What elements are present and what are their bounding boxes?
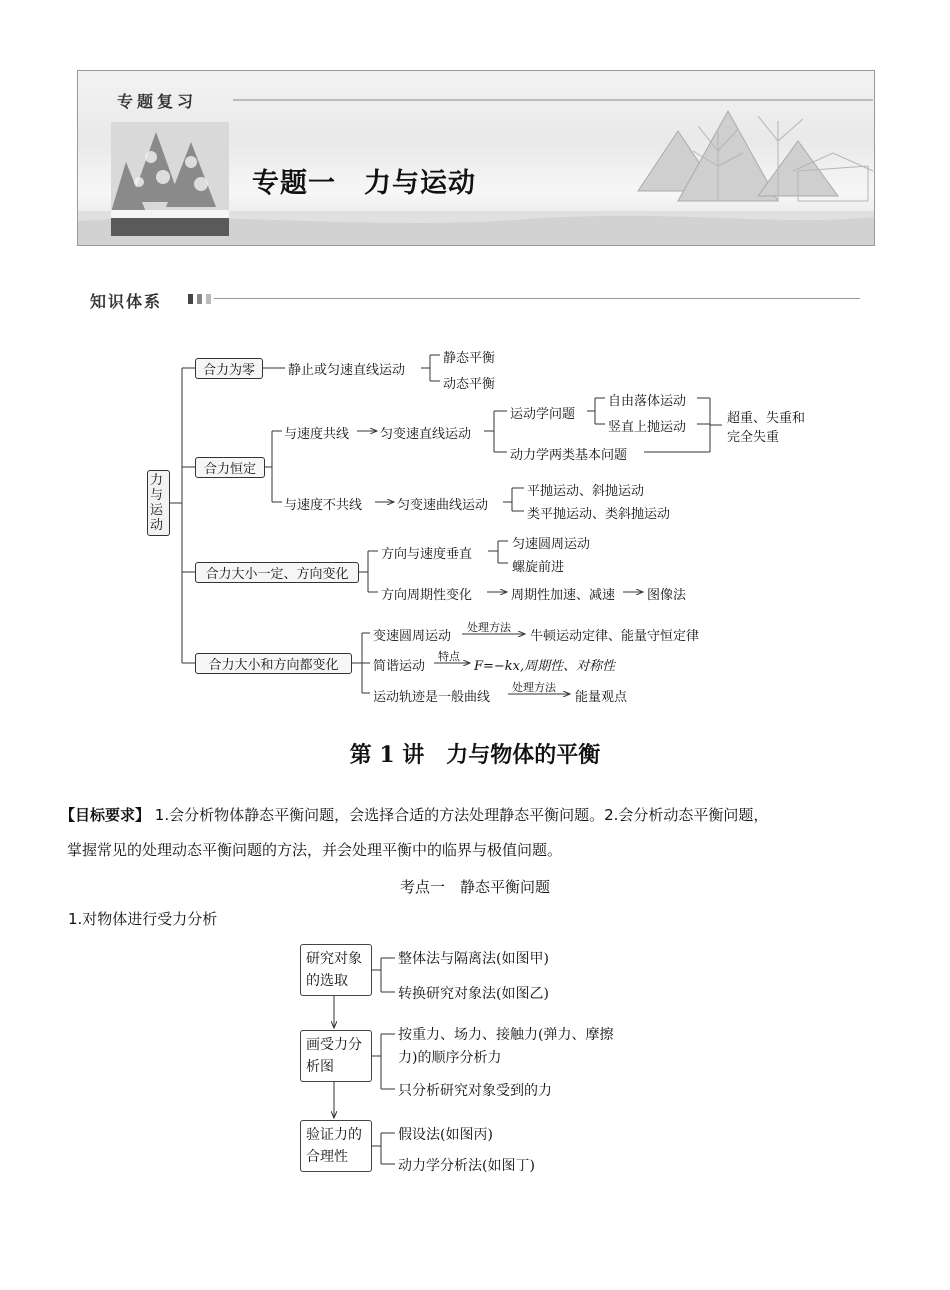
b2-uniform-curve: 匀变速曲线运动 [397, 498, 489, 513]
knowledge-section-label: 知识体系 [90, 292, 163, 311]
b4-shm: 简谐运动 [373, 659, 426, 674]
branch-const-magnitude: 合力大小一定、方向变化 [195, 562, 359, 583]
goal-line-1: 1.会分析物体静态平衡问题，会选择合适的方法处理静态平衡问题。2.会分析动态平衡问题， [154, 806, 769, 824]
b3-uniform-circle: 匀速圆周运动 [512, 537, 591, 552]
branch-variable-force: 合力大小和方向都变化 [195, 653, 352, 674]
b4-method-label-2: 处理方法 [512, 681, 556, 694]
b2-overweight-1: 超重、失重和 [727, 411, 806, 426]
b1-static-balance: 静态平衡 [443, 351, 496, 366]
b4-method-label-1: 处理方法 [467, 621, 511, 634]
b2-projectile: 平抛运动、斜抛运动 [527, 484, 645, 499]
b1-dynamic-balance: 动态平衡 [443, 377, 496, 392]
b4-energy: 能量观点 [575, 690, 628, 705]
goal-label: 【目标要求】 [60, 806, 151, 824]
flow-s1-whole-isolation: 整体法与隔离法(如图甲) [398, 951, 549, 967]
flow-s3-dynamics: 动力学分析法(如图丁) [398, 1158, 535, 1174]
b3-periodic-direction: 方向周期性变化 [381, 588, 473, 603]
flow-s2-only-object: 只分析研究对象受到的力 [398, 1083, 552, 1099]
tree-root: 力与运动 [147, 470, 170, 536]
b3-periodic-accel: 周期性加速、减速 [511, 588, 616, 603]
flow-s3-hypothesis: 假设法(如图丙) [398, 1127, 493, 1143]
b2-dynamics: 动力学两类基本问题 [510, 448, 628, 463]
b1-motion: 静止或匀速直线运动 [288, 363, 406, 378]
flow-step-verify: 验证力的合理性 [300, 1120, 372, 1172]
b4-general-curve: 运动轨迹是一般曲线 [373, 690, 491, 705]
b2-uniform-linear: 匀变速直线运动 [380, 427, 472, 442]
b4-formula: F=−kx,周期性、对称性 [474, 659, 616, 674]
banner-tag: 专题复习 [117, 92, 198, 111]
branch-constant-force: 合力恒定 [195, 457, 265, 478]
item-1-heading: 1.对物体进行受力分析 [68, 910, 218, 928]
b3-perpendicular: 方向与速度垂直 [381, 547, 473, 562]
banner-title: 专题一 力与运动 [252, 168, 476, 199]
lecture-title: 第 1 讲 力与物体的平衡 [349, 742, 601, 768]
b2-vertical-throw: 竖直上抛运动 [608, 420, 687, 435]
flow-s2-order-1: 按重力、场力、接触力(弹力、摩擦 [398, 1027, 614, 1043]
b2-non-collinear: 与速度不共线 [284, 498, 363, 513]
b2-kinematics: 运动学问题 [510, 407, 576, 422]
goal-line-2: 掌握常见的处理动态平衡问题的方法，并会处理平衡中的临界与极值问题。 [67, 841, 563, 859]
b2-quasi-projectile: 类平抛运动、类斜抛运动 [527, 507, 671, 522]
branch-zero-force: 合力为零 [195, 358, 263, 379]
b4-variable-circle: 变速圆周运动 [373, 629, 452, 644]
flow-step-force-diagram: 画受力分析图 [300, 1030, 372, 1082]
b2-overweight-2: 完全失重 [727, 430, 780, 445]
kaodian-heading: 考点一 静态平衡问题 [399, 878, 550, 896]
flow-s1-transform: 转换研究对象法(如图乙) [398, 986, 549, 1002]
b4-feature-label: 特点 [438, 650, 460, 663]
b4-newton: 牛顿运动定律、能量守恒定律 [530, 629, 700, 644]
b2-collinear: 与速度共线 [284, 427, 350, 442]
b3-spiral: 螺旋前进 [512, 560, 565, 575]
flow-step-object-selection: 研究对象的选取 [300, 944, 372, 996]
flow-s2-order-2: 力)的顺序分析力 [398, 1050, 502, 1066]
b2-free-fall: 自由落体运动 [608, 394, 687, 409]
b3-graph-method: 图像法 [647, 588, 687, 603]
